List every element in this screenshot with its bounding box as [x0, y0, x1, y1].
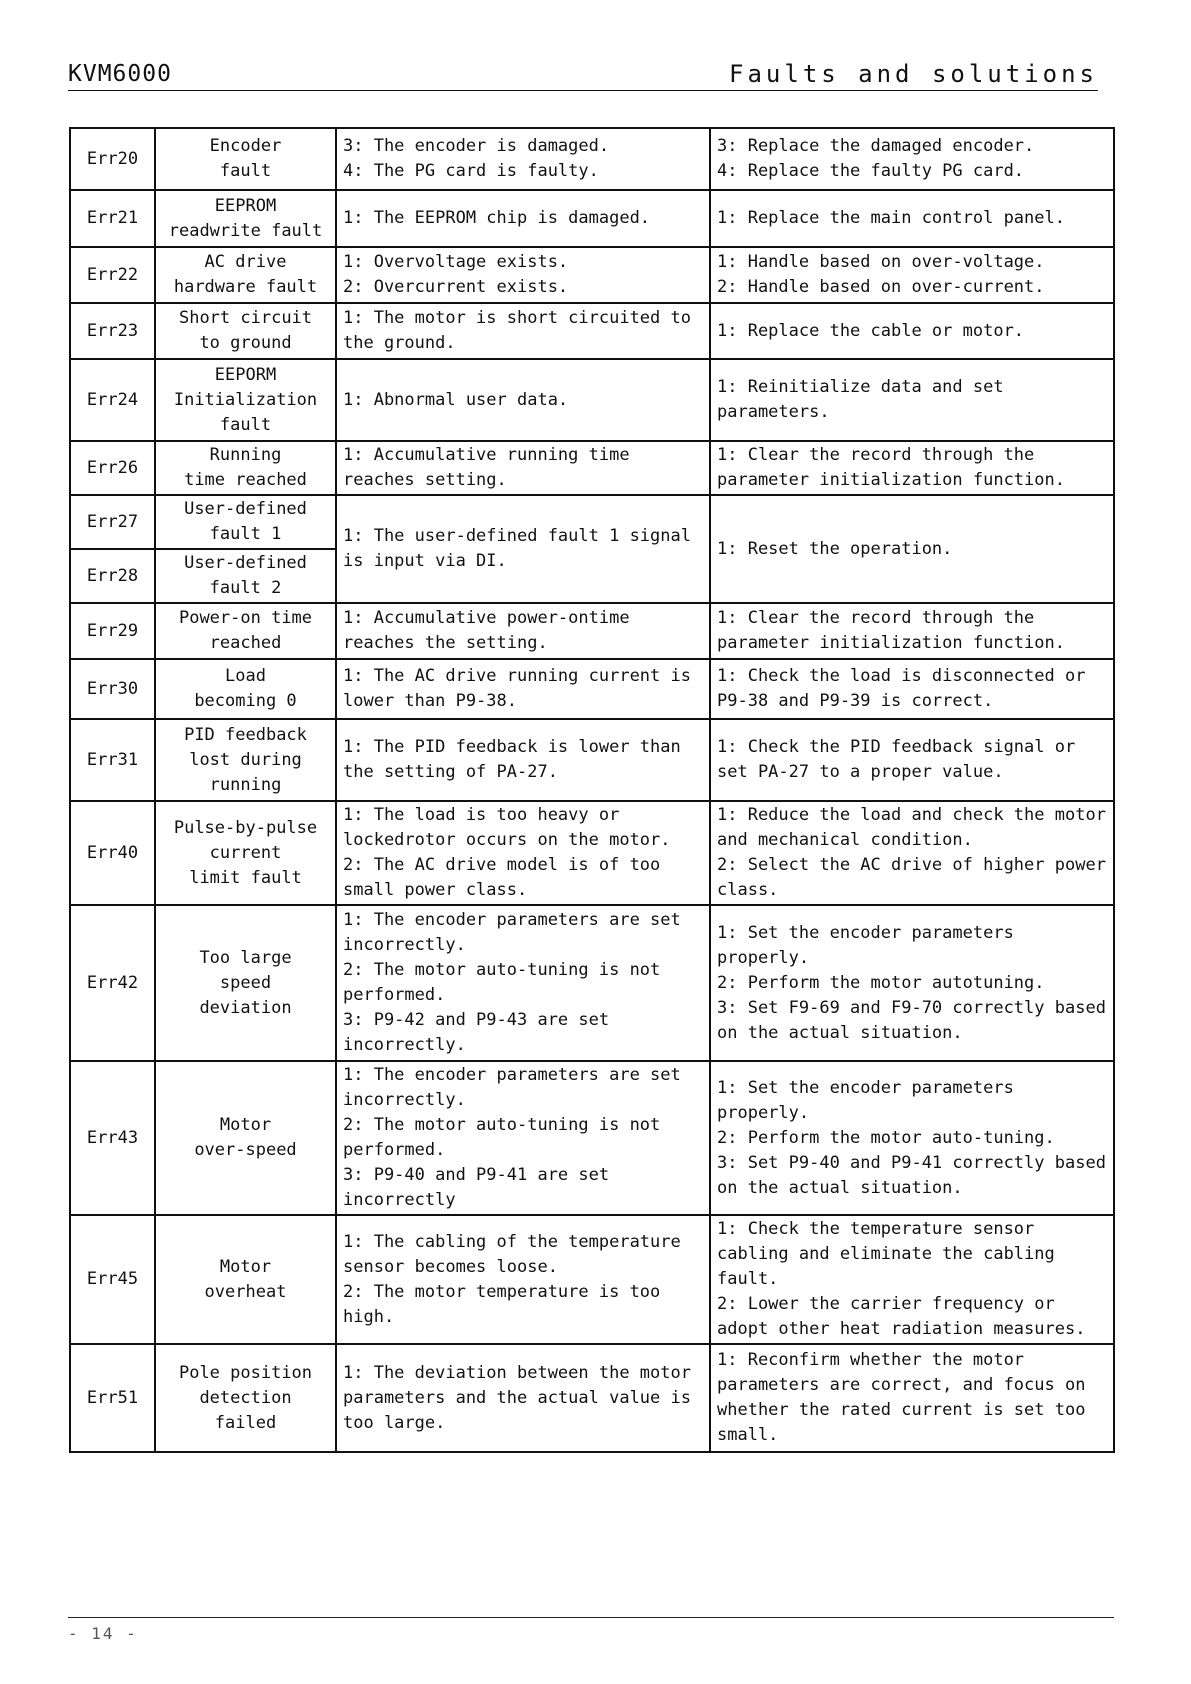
cause-item: 1: Overvoltage exists.: [343, 252, 569, 272]
cause-item: 3: P9-42 and P9-43 are set incorrectly.: [343, 1010, 610, 1055]
fault-code: Err28: [70, 549, 155, 603]
cause-item: 1: The encoder parameters are set incorrectly.: [343, 910, 681, 955]
fault-code: Err23: [70, 303, 155, 359]
solution-item: 2: Select the AC drive of higher power class.: [717, 855, 1106, 900]
table-row: [70, 905, 1114, 1061]
solution-item: 2: Perform the motor autotuning.: [717, 972, 1045, 993]
fault-name-line: failed: [214, 1412, 277, 1433]
fault-cause: [336, 905, 710, 1061]
cause-item: 1: Accumulative power-ontime reaches the setting.: [343, 608, 630, 653]
solution-item: 1: Handle based on over-voltage.: [717, 252, 1045, 272]
fault-code: Err40: [70, 801, 155, 905]
fault-solution: [710, 441, 1114, 495]
table-row: [70, 128, 1114, 190]
page-header: [68, 60, 1098, 91]
table-row: [70, 247, 1114, 303]
fault-solution: [710, 128, 1114, 190]
fault-name-line: Initialization: [173, 389, 318, 410]
fault-name-line: fault 2: [209, 578, 282, 598]
cause-item: 2: Overcurrent exists.: [343, 277, 569, 297]
fault-name-line: readwrite fault: [168, 220, 323, 241]
fault-solution: [710, 247, 1114, 303]
fault-name-line: to ground: [199, 333, 292, 353]
fault-code: Err42: [70, 905, 155, 1061]
fault-code: Err43: [70, 1061, 155, 1215]
fault-name-line: EEPORM: [214, 364, 277, 385]
cause-item: 1: Abnormal user data.: [343, 389, 569, 410]
fault-solution: [710, 190, 1114, 247]
product-name: KVM6000: [68, 61, 172, 87]
fault-name-line: Running: [209, 445, 282, 465]
cause-item: 1: The user-defined fault 1 signal is input via DI.: [343, 526, 691, 571]
fault-cause: [336, 303, 710, 359]
cause-item: 2: The motor auto-tuning is not performed.: [343, 960, 661, 1005]
table-row: [70, 801, 1114, 905]
fault-code: Err45: [70, 1215, 155, 1344]
fault-cause: [336, 247, 710, 303]
table-row: [70, 719, 1114, 801]
fault-name-line: PID feedback: [184, 724, 307, 745]
fault-code: Err21: [70, 190, 155, 247]
fault-name-line: deviation: [199, 997, 292, 1018]
cause-item: 4: The PG card is faulty.: [343, 161, 599, 181]
fault-name: [155, 303, 336, 359]
solution-item: 1: Reconfirm whether the motor parameters are correct, and focus on whether the rated current is set too small.: [717, 1350, 1086, 1445]
table-row: [70, 1215, 1114, 1344]
solution-item: 1: Replace the main control panel.: [717, 208, 1065, 228]
fault-name: [155, 549, 336, 603]
cause-item: 3: P9-40 and P9-41 are set incorrectly: [343, 1165, 610, 1210]
cause-item: 2: The motor temperature is too high.: [343, 1281, 661, 1327]
fault-name: [155, 659, 336, 719]
fault-name-line: reached: [209, 633, 282, 653]
fault-cause: [336, 1215, 710, 1344]
fault-name-line: Load: [225, 666, 266, 686]
table-row: [70, 1061, 1114, 1215]
table-row: [70, 303, 1114, 359]
solution-item: 1: Clear the record through the parameter initialization function.: [717, 608, 1065, 653]
cause-item: 1: The encoder parameters are set incorrectly.: [343, 1065, 681, 1110]
cause-item: 1: The deviation between the motor parameters and the actual value is too large.: [343, 1362, 691, 1433]
solution-item: 2: Handle based on over-current.: [717, 277, 1045, 297]
cause-item: 1: The PID feedback is lower than the setting of PA-27.: [343, 737, 681, 782]
fault-solution: [710, 1061, 1114, 1215]
table-row: [70, 359, 1114, 441]
table-row: [70, 1344, 1114, 1452]
fault-name-line: Motor: [219, 1256, 272, 1277]
fault-solution: [710, 495, 1114, 603]
table-row: [70, 190, 1114, 247]
fault-code: Err20: [70, 128, 155, 190]
fault-name-line: Pulse-by-pulse: [173, 817, 318, 838]
fault-code: Err22: [70, 247, 155, 303]
fault-name-line: over-speed: [194, 1140, 297, 1160]
fault-name: [155, 495, 336, 549]
cause-item: 1: The AC drive running current is lower than P9-38.: [343, 666, 691, 711]
fault-cause: [336, 441, 710, 495]
cause-item: 1: The load is too heavy or lockedrotor occurs on the motor.: [343, 805, 671, 850]
fault-cause: [336, 128, 710, 190]
solution-item: 1: Replace the cable or motor.: [717, 320, 1025, 341]
solution-item: 2: Lower the carrier frequency or adopt other heat radiation measures.: [717, 1294, 1086, 1339]
solution-item: 2: Perform the motor auto-tuning.: [717, 1127, 1055, 1148]
fault-name: [155, 441, 336, 495]
table-row: [70, 659, 1114, 719]
fault-code: Err30: [70, 659, 155, 719]
fault-solution: [710, 1215, 1114, 1344]
fault-name-line: Power-on time: [178, 608, 313, 628]
fault-name: [155, 603, 336, 659]
fault-solution: [710, 659, 1114, 719]
fault-cause: [336, 495, 710, 603]
fault-solution: [710, 719, 1114, 801]
fault-name-line: lost during: [189, 749, 302, 770]
fault-cause: [336, 719, 710, 801]
fault-solution: [710, 359, 1114, 441]
fault-name-line: overheat: [204, 1281, 287, 1302]
fault-table: [69, 127, 1115, 1453]
fault-name-line: Too large: [199, 947, 292, 968]
fault-name-line: User-defined: [184, 499, 307, 519]
solution-item: 1: Check the temperature sensor cabling and eliminate the cabling fault.: [717, 1219, 1055, 1289]
solution-item: 1: Check the PID feedback signal or set PA-27 to a proper value.: [717, 737, 1076, 782]
solution-item: 1: Set the encoder parameters properly.: [717, 922, 1014, 968]
fault-name-line: User-defined: [184, 553, 307, 573]
solution-item: 3: Set P9-40 and P9-41 correctly based on the actual situation.: [717, 1152, 1106, 1198]
fault-solution: [710, 801, 1114, 905]
solution-item: 4: Replace the faulty PG card.: [717, 161, 1025, 181]
page-number: - 14 -: [68, 1624, 138, 1643]
fault-cause: [336, 190, 710, 247]
fault-name-line: Pole position: [178, 1362, 313, 1383]
solution-item: 1: Clear the record through the parameter initialization function.: [717, 445, 1065, 490]
fault-cause: [336, 1061, 710, 1215]
solution-item: 3: Replace the damaged encoder.: [717, 136, 1035, 156]
fault-name-line: fault 1: [209, 524, 282, 544]
fault-solution: [710, 603, 1114, 659]
table-row: [70, 603, 1114, 659]
fault-code: Err24: [70, 359, 155, 441]
fault-name: [155, 1344, 336, 1452]
fault-cause: [336, 801, 710, 905]
cause-item: 2: The AC drive model is of too small power class.: [343, 855, 661, 900]
footer-divider: [68, 1617, 1114, 1618]
section-title: Faults and solutions: [729, 60, 1098, 88]
fault-name-line: Encoder: [209, 136, 282, 156]
fault-name: [155, 719, 336, 801]
fault-name-line: hardware fault: [173, 277, 318, 297]
solution-item: 1: Set the encoder parameters properly.: [717, 1077, 1014, 1123]
fault-cause: [336, 659, 710, 719]
fault-solution: [710, 1344, 1114, 1452]
fault-solution: [710, 303, 1114, 359]
cause-item: 2: The motor auto-tuning is not performed.: [343, 1115, 661, 1160]
fault-name-line: fault: [219, 161, 272, 181]
fault-name-line: running: [209, 774, 282, 795]
fault-cause: [336, 359, 710, 441]
fault-name-line: current: [209, 842, 282, 863]
table-row: [70, 495, 1114, 549]
fault-name: [155, 247, 336, 303]
fault-name-line: limit fault: [189, 867, 302, 888]
fault-name: [155, 1061, 336, 1215]
cause-item: 1: The motor is short circuited to the ground.: [343, 308, 691, 353]
fault-name-line: AC drive: [204, 252, 287, 272]
table-row: [70, 441, 1114, 495]
fault-name-line: Motor: [219, 1115, 272, 1135]
cause-item: 3: The encoder is damaged.: [343, 136, 610, 156]
fault-code: Err26: [70, 441, 155, 495]
fault-name: [155, 801, 336, 905]
fault-cause: [336, 603, 710, 659]
solution-item: 1: Reset the operation.: [717, 538, 953, 559]
fault-cause: [336, 1344, 710, 1452]
fault-name: [155, 1215, 336, 1344]
fault-code: Err31: [70, 719, 155, 801]
cause-item: 1: The cabling of the temperature sensor becomes loose.: [343, 1231, 681, 1277]
fault-name-line: speed: [219, 972, 272, 993]
fault-name: [155, 190, 336, 247]
fault-code: Err27: [70, 495, 155, 549]
fault-solution: [710, 905, 1114, 1061]
solution-item: 1: Reinitialize data and set parameters.: [717, 377, 1004, 422]
solution-item: 1: Check the load is disconnected or P9-38 and P9-39 is correct.: [717, 666, 1086, 711]
solution-item: 1: Reduce the load and check the motor and mechanical condition.: [717, 805, 1106, 850]
fault-name-line: Short circuit: [178, 308, 313, 328]
fault-name-line: detection: [199, 1387, 292, 1408]
cause-item: 1: Accumulative running time reaches setting.: [343, 445, 630, 490]
solution-item: 3: Set F9-69 and F9-70 correctly based on the actual situation.: [717, 997, 1106, 1043]
fault-name-line: EEPROM: [214, 195, 277, 216]
fault-name: [155, 359, 336, 441]
fault-name: [155, 128, 336, 190]
fault-name: [155, 905, 336, 1061]
fault-name-line: fault: [219, 414, 272, 435]
fault-code: Err51: [70, 1344, 155, 1452]
fault-name-line: becoming 0: [194, 691, 297, 711]
fault-name-line: time reached: [184, 470, 307, 490]
cause-item: 1: The EEPROM chip is damaged.: [343, 208, 651, 228]
fault-code: Err29: [70, 603, 155, 659]
